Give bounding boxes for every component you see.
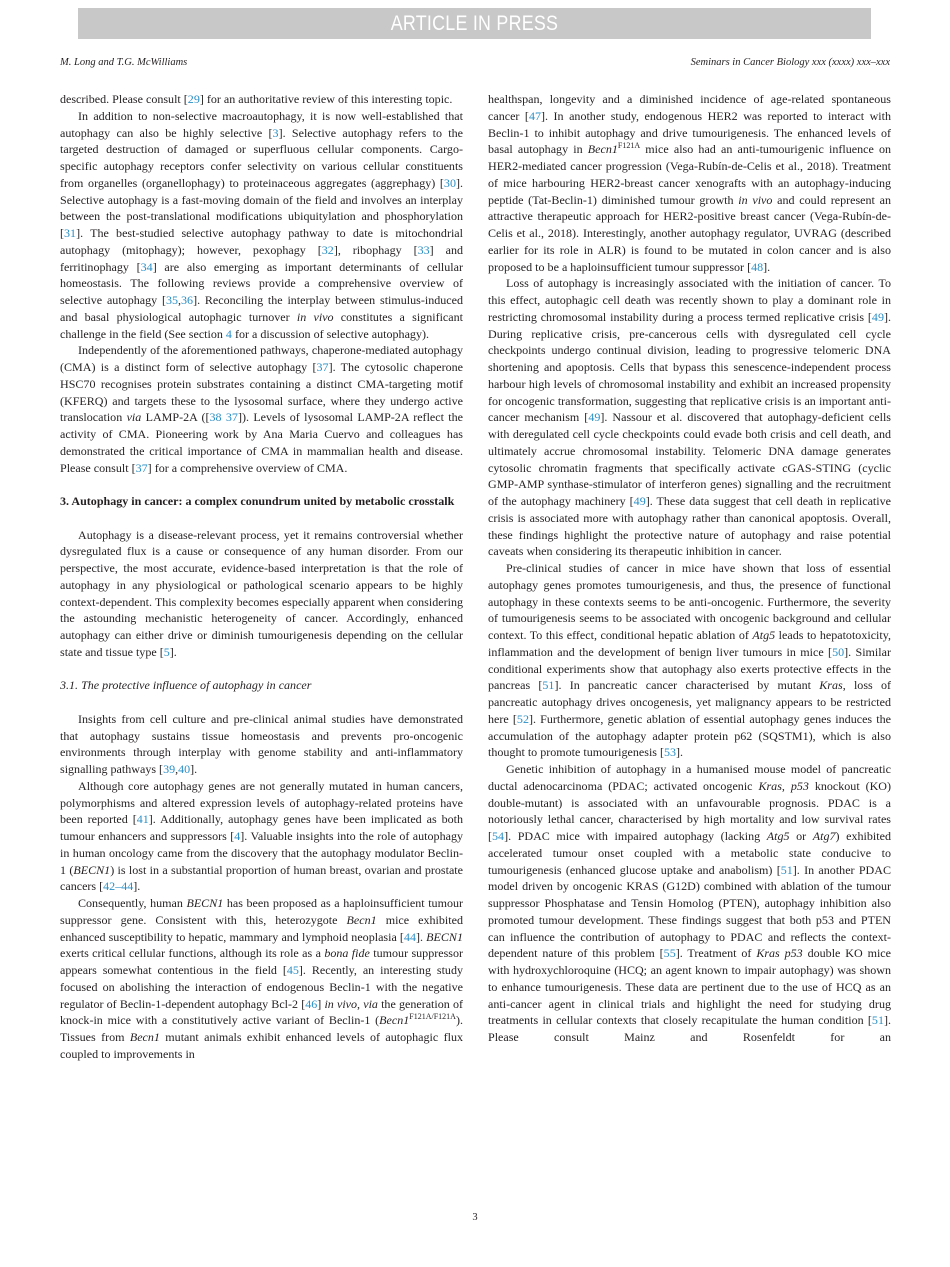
citation-link[interactable]: 5 — [163, 644, 170, 659]
italic-text: Kras, p53 — [758, 778, 809, 793]
text-run: ]. Please consult Mainz and Rosenfeldt for an — [488, 1013, 891, 1044]
citation-link[interactable]: 51 — [871, 1013, 884, 1028]
italic-text: Kras — [819, 678, 843, 693]
running-header-authors: M. Long and T.G. McWilliams — [60, 57, 188, 68]
citation-link[interactable]: 30 — [443, 175, 456, 190]
text-run: ]. Selective autophagy is a fast-moving domain of the field and involves an interplay between the post-translational modifications ubiquitylation and phosphorylation [ — [60, 175, 463, 240]
text-run: mice also had an anti-tumourigenic influence on HER2-mediated cancer progression (Vega-Rubín-de-Celis et al., 2018). Treatment of mice harbouring HER2-breast cancer xenografts with an autophagy-inducing peptide (Tat-Beclin-1) diminished tumour growth — [488, 142, 891, 207]
text-run: double KO mice with hydroxychloroquine (HCQ; an agent known to impair autophagy) was shown to enhance tumourigenesis. These data are pertinent due to the use of HCQ as an anti-cancer agent in clinical trials and highlight the need for studying drug treatments in cellular contexts that closely recapitulate the human condition [ — [488, 946, 891, 1028]
text-run: ]. The best-studied selective autophagy pathway to date is mitochondrial autophagy (mitophagy); however, pexophagy [ — [60, 226, 463, 257]
text-run: leads to hepatotoxicity, inflammation and the development of benign liver tumours in mice [ — [488, 628, 891, 659]
citation-link[interactable]: 50 — [832, 644, 845, 659]
text-run: ]. Treatment of — [675, 946, 757, 961]
italic-text: BECN1 — [73, 862, 111, 877]
text-run: ] — [317, 996, 325, 1011]
text-run: LAMP-2A ([ — [141, 410, 210, 425]
text-run: exerts critical cellular functions, although its role as a — [60, 946, 325, 961]
text-run: described. Please consult [ — [60, 92, 188, 106]
citation-link[interactable]: 31 — [64, 226, 77, 240]
text-run: Autophagy is a disease-relevant process, yet it remains controversial whether dysregulated flux is a cause or consequence of any human disorder. From our perspective, the most accurate, evidence-based interpretation is that the role of autophagy in any physiological or pathological scenario appears to be highly context-dependent. This complexity becomes especially apparent when considering the astounding mechanistic heterogeneity of cancer. Accordingly, enhanced autophagy can either drive or diminish tumourigenesis depending on the cellular state and tissue type [ — [60, 527, 463, 659]
italic-text: Atg7 — [812, 829, 836, 843]
text-run: ] and ferritinophagy [ — [60, 242, 463, 274]
text-run: Loss of autophagy is increasingly associated with the initiation of cancer. To this effect, autophagic cell death was recently shown to play a dominant role in restricting chromosomal instability during a process termed replicative crisis [ — [488, 276, 891, 324]
text-run: ]. Recently, an interesting study focused on abolishing the interaction of endogenous Beclin-1 with the negative regulator of Beclin-1-dependent autophagy Bcl-2 [ — [60, 963, 463, 1011]
paragraph — [60, 527, 463, 661]
citation-link[interactable]: 35 — [165, 293, 178, 307]
text-run: and could represent an attractive therapeutic approach for HER2-positive breast cancer (Vega-Rubín-de-Celis et al., 2018). Interestingly, another autophagy regulator, UVRAG (described earlier for its role in ALR) is found to be mutated in colon cancer and is also proposed to be a haploinsufficient tumour suppressor [ — [488, 192, 891, 274]
citation-link[interactable]: 53 — [664, 745, 677, 760]
citation-link[interactable]: 4 — [225, 326, 232, 341]
citation-link[interactable]: 49 — [871, 309, 884, 324]
text-run: 3. Autophagy in cancer: a complex conundrum united by metabolic crosstalk — [60, 494, 455, 508]
text-run: or — [789, 829, 813, 843]
citation-link[interactable]: 37 — [135, 460, 148, 475]
text-run: ]. PDAC mice with impaired autophagy (lacking — [504, 829, 767, 843]
subsection-heading — [60, 677, 463, 694]
italic-text: via — [126, 410, 142, 425]
text-run: ]. In another study, endogenous HER2 was reported to interact with Beclin-1 to inhibit autophagy and drive tumourigenesis. The enhanced levels of basal autophagy in — [488, 108, 892, 157]
citation-link[interactable]: 42–44 — [103, 879, 134, 894]
text-run: ]. — [169, 644, 177, 659]
text-run: ) is lost in a substantial proportion of human breast, ovarian and prostate cancers [ — [60, 862, 464, 894]
article-in-press-banner — [78, 8, 871, 39]
text-run: healthspan, longevity and a diminished incidence of age-related spontaneous cancer [ — [488, 92, 891, 123]
citation-link[interactable]: 39 — [163, 762, 176, 776]
citation-link[interactable]: 40 — [178, 762, 191, 776]
paragraph — [60, 711, 463, 778]
citation-link[interactable]: 54 — [492, 829, 505, 843]
paragraph — [60, 342, 463, 476]
text-run: ]. The cytosolic chaperone HSC70 recognises protein substrates containing a distinct CMA-targeting motif (KFERQ) and targets these to the lysosomal surface, where they undergo active translocation — [60, 360, 464, 425]
text-run: ] for a comprehensive overview of CMA. — [147, 460, 348, 475]
text-run: ]. Reconciling the interplay between stimulus-induced and basal physiological autophagic turnover — [60, 293, 463, 324]
paragraph — [60, 91, 463, 108]
text-run: ] for an authoritative review of this interesting topic. — [199, 92, 453, 106]
citation-link[interactable]: 45 — [286, 963, 299, 977]
italic-text: in vivo — [738, 192, 773, 207]
right-column — [488, 91, 891, 1046]
text-run: 3.1. The protective influence of autophagy in cancer — [60, 678, 312, 693]
citation-link[interactable]: 3 — [272, 125, 279, 140]
text-run: ). Tissues from — [60, 1013, 463, 1044]
italic-text: Becn1 — [129, 1030, 160, 1044]
text-run: mutant animals exhibit enhanced levels of autophagic flux coupled to improvements in — [60, 1030, 463, 1061]
text-run: Independently of the aforementioned pathways, chaperone-mediated autophagy (CMA) is a distinct form of selective autophagy [ — [60, 343, 463, 374]
citation-link[interactable]: 37 — [316, 360, 329, 374]
text-run: Consequently, human — [78, 896, 187, 910]
text-run: ]). Levels of lysosomal LAMP-2A reflect the activity of CMA. Pioneering work by Ana Maria Cuervo and colleagues has demonstrated the critical importance of CMA in mammalian health and disease. Please consult [ — [60, 410, 464, 475]
section-heading — [60, 493, 463, 510]
text-run: ]. Valuable insights into the role of autophagy in human oncology came from the discovery that the autophagy modulator Beclin-1 ( — [60, 829, 463, 877]
text-run: , — [175, 762, 179, 776]
text-run: ]. Additionally, autophagy genes have been implicated as both tumour enhancers and suppressors [ — [60, 812, 463, 843]
paragraph — [60, 108, 463, 343]
text-run: mice exhibited enhanced susceptibility to hepatic, mammary and lymphoid neoplasia [ — [60, 912, 463, 944]
citation-link[interactable]: 33 — [417, 242, 430, 257]
text-run: ]. — [133, 879, 141, 894]
text-run: ]. — [416, 929, 427, 944]
text-run: Genetic inhibition of autophagy in a humanised mouse model of pancreatic ductal adenocarcinoma (PDAC; activated oncogenic — [488, 762, 891, 793]
text-run: ]. In pancreatic cancer characterised by mutant — [554, 678, 820, 693]
italic-text: Atg5 — [766, 829, 790, 843]
superscript-allele: F121A — [617, 141, 641, 151]
citation-link[interactable]: 32 — [321, 242, 334, 257]
italic-text: Becn1 — [587, 142, 618, 157]
italic-text: BECN1 — [186, 896, 224, 910]
text-run: ]. Selective autophagy refers to the targeted destruction of damaged or superfluous cellular components. Cargo-specific autophagy receptors confer selectivity on various cellular constituents from organelles (organellophagy) to proteinaceous aggregates (aggrephagy) [ — [60, 125, 464, 190]
text-run: ]. — [676, 745, 684, 760]
italic-text: Atg5 — [752, 628, 776, 642]
text-run: the generation of knock-in mice with a constitutively active variant of Beclin-1 ( — [60, 996, 463, 1028]
banner-text: ARTICLE IN PRESS — [390, 12, 559, 35]
text-run: ]. Similar conditional experiments show that autophagy also exerts protective effects in the pancreas [ — [488, 644, 891, 693]
left-column — [60, 91, 463, 1063]
text-run: Although core autophagy genes are not generally mutated in human cancers, polymorphisms and altered expression levels of autophagy-related proteins have been reported [ — [60, 778, 463, 827]
superscript-allele: F121A/F121A — [409, 1012, 456, 1022]
text-run: ], ribophagy [ — [333, 242, 418, 257]
text-run: tumour suppressor appears somewhat contentious in the field [ — [60, 946, 463, 977]
citation-link[interactable]: 44 — [403, 929, 416, 944]
text-run: ) exhibited accelerated tumour onset coupled with a metabolic state conducive to tumourigenesis (enhanced glucose uptake and anabolism) [ — [488, 829, 891, 877]
italic-text: bona fide — [324, 946, 370, 961]
text-run: ]. Nassour et al. discovered that autophagy-deficient cells with deregulated cell cycle checkpoints could evade both crisis and cell death, and ultimately accrue chromosomal instability. Telomeric DNA damage generates cytosolic chromatin fragments that specifically activate cGAS-STING (cyclic GMP-AMP synthase-stimulator of interferon genes) signalling and the recruitment of the autophagy machinery [ — [488, 410, 891, 508]
italic-text: BECN1 — [426, 929, 463, 944]
citation-link[interactable]: 49 — [633, 494, 646, 508]
text-run: ]. In another PDAC model driven by oncogenic KRAS (G12D) combined with ablation of the tumour suppressor Phosphatase and Tensin Homolog (PTEN), autophagy inhibition also promoted tumour development. These findings suggest that both p53 and PTEN can influence the contribution of autophagy to PDAC and reflects the context-dependent nature of this problem [ — [488, 862, 891, 961]
text-run: , — [178, 293, 182, 307]
paragraph — [488, 91, 891, 275]
text-run: , — [357, 996, 364, 1011]
paragraph — [488, 560, 891, 761]
citation-link[interactable]: 4 — [234, 829, 241, 843]
paragraph — [488, 275, 891, 560]
paragraph — [488, 761, 891, 1046]
italic-text: Becn1 — [346, 912, 377, 927]
citation-link[interactable]: 51 — [542, 678, 555, 693]
paragraph — [60, 895, 463, 1063]
running-header-journal: Seminars in Cancer Biology xxx (xxxx) xxx–xxx — [690, 57, 890, 68]
text-run: In addition to non-selective macroautophagy, it is now well-established that autophagy can also be highly selective [ — [60, 108, 463, 140]
text-run: knockout (KO) double-mutant) is associated with an unfavourable prognosis. PDAC is a notoriously lethal cancer, characterised by high mortality and low survival rates [ — [488, 778, 892, 843]
citation-link[interactable]: 34 — [140, 259, 153, 274]
citation-link[interactable]: 46 — [305, 996, 318, 1011]
citation-link[interactable]: 38 37 — [209, 410, 238, 425]
paragraph — [60, 778, 463, 895]
page-number: 3 — [472, 1212, 478, 1223]
text-run: ]. — [190, 762, 198, 776]
citation-link[interactable]: 55 — [663, 946, 676, 961]
text-run: ]. During replicative crisis, pre-cancerous cells with dysregulated cell cycle checkpoints undergo continual division, leading to progressive telomeric DNA shortening and apoptosis. Cells that bypass this senescence-independent process harbour high levels of chromosomal instability and exhibit an increased propensity for oncogenic transformation, suggesting that replicative crisis is an important anti-cancer mechanism [ — [488, 309, 891, 425]
text-run: Pre-clinical studies of cancer in mice have shown that loss of essential autophagy genes promotes tumourigenesis, and thus, the presence of functional autophagy in these contexts seems to be anti-oncogenic. Furthermore, the severity of tumourigenesis seems to be associated with oncogenic background and cellular context. To this effect, conditional hepatic ablation of — [488, 561, 891, 642]
text-run: ] are also emerging as important determinants of cellular homeostasis. The following reviews provide a comprehensive overview of selective autophagy [ — [60, 259, 464, 307]
citation-link[interactable]: 51 — [780, 862, 793, 877]
text-run: , loss of pancreatic autophagy drives oncogenesis, yet malignancy appears to be restricted here [ — [488, 678, 891, 726]
italic-text: in vivo — [324, 996, 358, 1011]
text-run: ]. These data suggest that cell death in replicative crisis is associated more with autophagy rather than canonical apoptosis. Overall, these findings highlight the protective nature of autophagy and raise potential caveats when considering its therapeutic inhibition in cancer. — [488, 494, 891, 559]
citation-link[interactable]: 49 — [588, 410, 601, 425]
text-run: has been proposed as a haploinsufficient tumour suppressor gene. Consistent with this, heterozygote — [60, 896, 464, 927]
italic-text: via — [363, 996, 378, 1011]
text-run: for a discussion of selective autophagy). — [231, 326, 429, 341]
citation-link[interactable]: 47 — [528, 108, 541, 123]
text-run: constitutes a significant challenge in the field (See section — [60, 309, 463, 341]
italic-text: Kras p53 — [756, 946, 803, 961]
citation-link[interactable]: 36 — [181, 293, 194, 307]
text-run: ]. Furthermore, genetic ablation of essential autophagy genes induces the accumulation of the autophagy adapter protein p62 (SQSTM1), which is also thought to promote tumourigenesis [ — [488, 711, 891, 760]
citation-link[interactable]: 52 — [516, 711, 529, 726]
italic-text: Becn1 — [379, 1013, 410, 1028]
text-run: Insights from cell culture and pre-clinical animal studies have demonstrated that autophagy sustains tissue homeostasis and prevents pro-oncogenic environments through interplay with genome stability and anti-inflammatory signalling pathways [ — [60, 711, 463, 776]
text-run: ]. — [763, 259, 771, 274]
citation-link[interactable]: 29 — [187, 92, 200, 106]
italic-text: in vivo — [296, 309, 334, 324]
citation-link[interactable]: 48 — [751, 259, 764, 274]
citation-link[interactable]: 41 — [136, 812, 149, 827]
